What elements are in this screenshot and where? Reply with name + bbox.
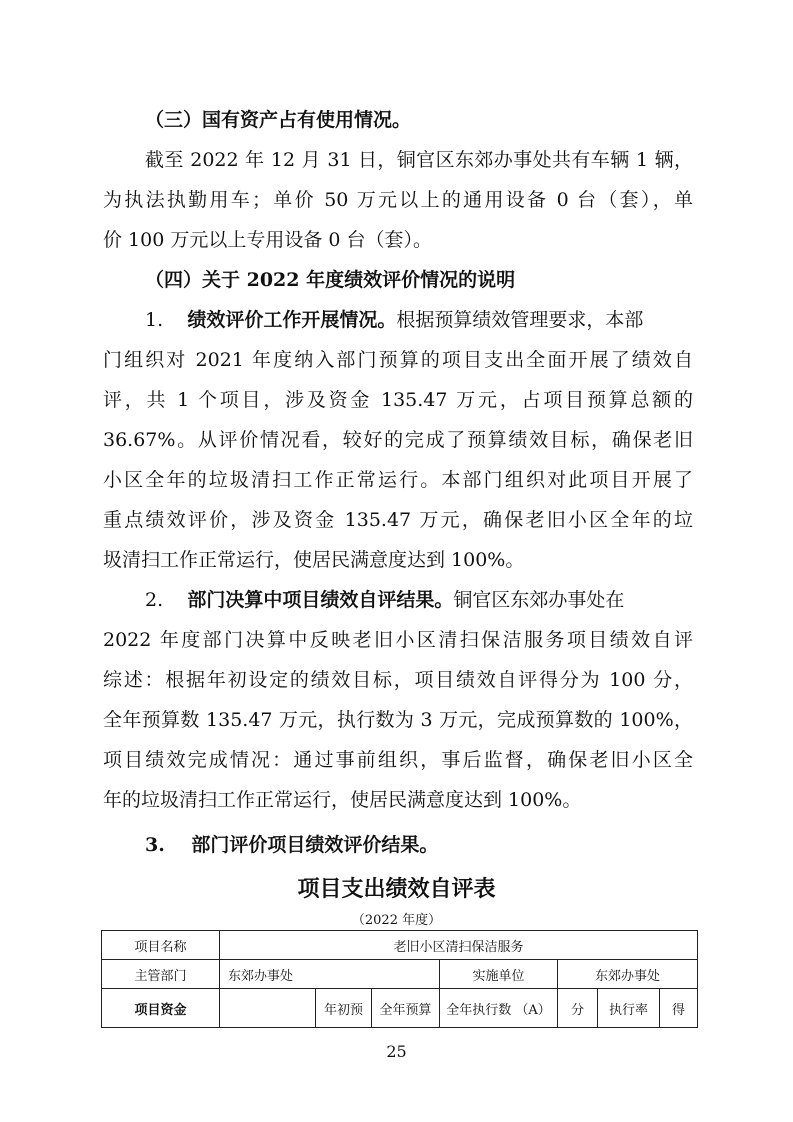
item2-title: 部门决算中项目绩效自评结果。 [187,589,454,611]
item1-line-5: 小区全年的垃圾清扫工作正常运行。本部门组织对此项目开展了 [103,469,693,491]
supervising-dept-value: 东郊办事处 [220,960,440,989]
item2-first-rest: 铜官区东郊办事处在 [453,589,625,611]
item2-line-2: 2022 年度部门决算中反映老旧小区清扫保洁服务项目绩效自评 [103,629,693,651]
item1-first-rest: 根据预算绩效管理要求，本部 [396,309,644,331]
col-score: 得 [660,989,698,1028]
item1-line-3: 评，共 1 个项目，涉及资金 135.47 万元，占项目预算总额的 [103,389,693,411]
item1-line-7: 圾清扫工作正常运行，使居民满意度达到 100%。 [103,549,525,571]
col-annual-execution: 全年执行数 （A） [440,989,558,1028]
item2-line-4: 全年预算数 135.47 万元，执行数为 3 万元，完成预算数的 100%， [103,709,693,731]
section3-line-2: 为执法执勤用车；单价 50 万元以上的通用设备 0 台（套），单 [103,189,693,211]
table-row [102,989,698,1028]
col-score-weight: 分 [558,989,598,1028]
section4-heading: （四）关于 2022 年度绩效评价情况的说明 [145,269,516,291]
item3-line [145,831,438,859]
table-row [102,960,698,989]
table-row [102,931,698,960]
item2-first-line [145,586,693,614]
item2-line-5: 项目绩效完成情况：通过事前组织，事后监督，确保老旧小区全 [103,749,693,771]
project-funds-label: 项目资金 [102,989,220,1028]
item1-line-2: 门组织对 2021 年度纳入部门预算的项目支出全面开展了绩效自 [103,349,693,371]
project-name-value: 老旧小区清扫保洁服务 [220,931,698,960]
evaluation-table [101,930,698,1028]
item1-number: 1. [145,309,164,331]
item1-line-6: 重点绩效评价，涉及资金 135.47 万元，确保老旧小区全年的垃 [103,509,693,531]
project-name-label: 项目名称 [102,931,220,960]
item2-line-3: 综述：根据年初设定的绩效目标，项目绩效自评得分为 100 分， [103,669,693,691]
item3-number: 3. [145,834,165,856]
project-funds-empty-cell [220,989,316,1028]
table-subtitle: （2022 年度） [351,913,442,928]
col-execution-rate: 执行率 [598,989,660,1028]
item2-number: 2. [145,589,164,611]
item1-first-line [145,306,693,334]
item1-title: 绩效评价工作开展情况。 [187,309,397,331]
page-number: 25 [386,1042,407,1061]
item2-line-6: 年的垃圾清扫工作正常运行，使居民满意度达到 100%。 [103,789,582,811]
section3-line-1: 截至 2022 年 12 月 31 日，铜官区东郊办事处共有车辆 1 辆， [145,149,693,171]
item3-title: 部门评价项目绩效评价结果。 [191,834,439,856]
section3-line-3: 价 100 万元以上专用设备 0 台（套）。 [103,229,433,251]
implementing-unit-label: 实施单位 [440,960,558,989]
item1-line-4: 36.67%。从评价情况看，较好的完成了预算绩效目标，确保老旧 [103,429,693,451]
section3-heading: （三）国有资产占有使用情况。 [145,109,412,131]
table-title: 项目支出绩效自评表 [297,876,496,902]
supervising-dept-label: 主管部门 [102,960,220,989]
col-annual-budget: 全年预算 [372,989,440,1028]
implementing-unit-value: 东郊办事处 [558,960,698,989]
col-initial-budget: 年初预 [316,989,372,1028]
